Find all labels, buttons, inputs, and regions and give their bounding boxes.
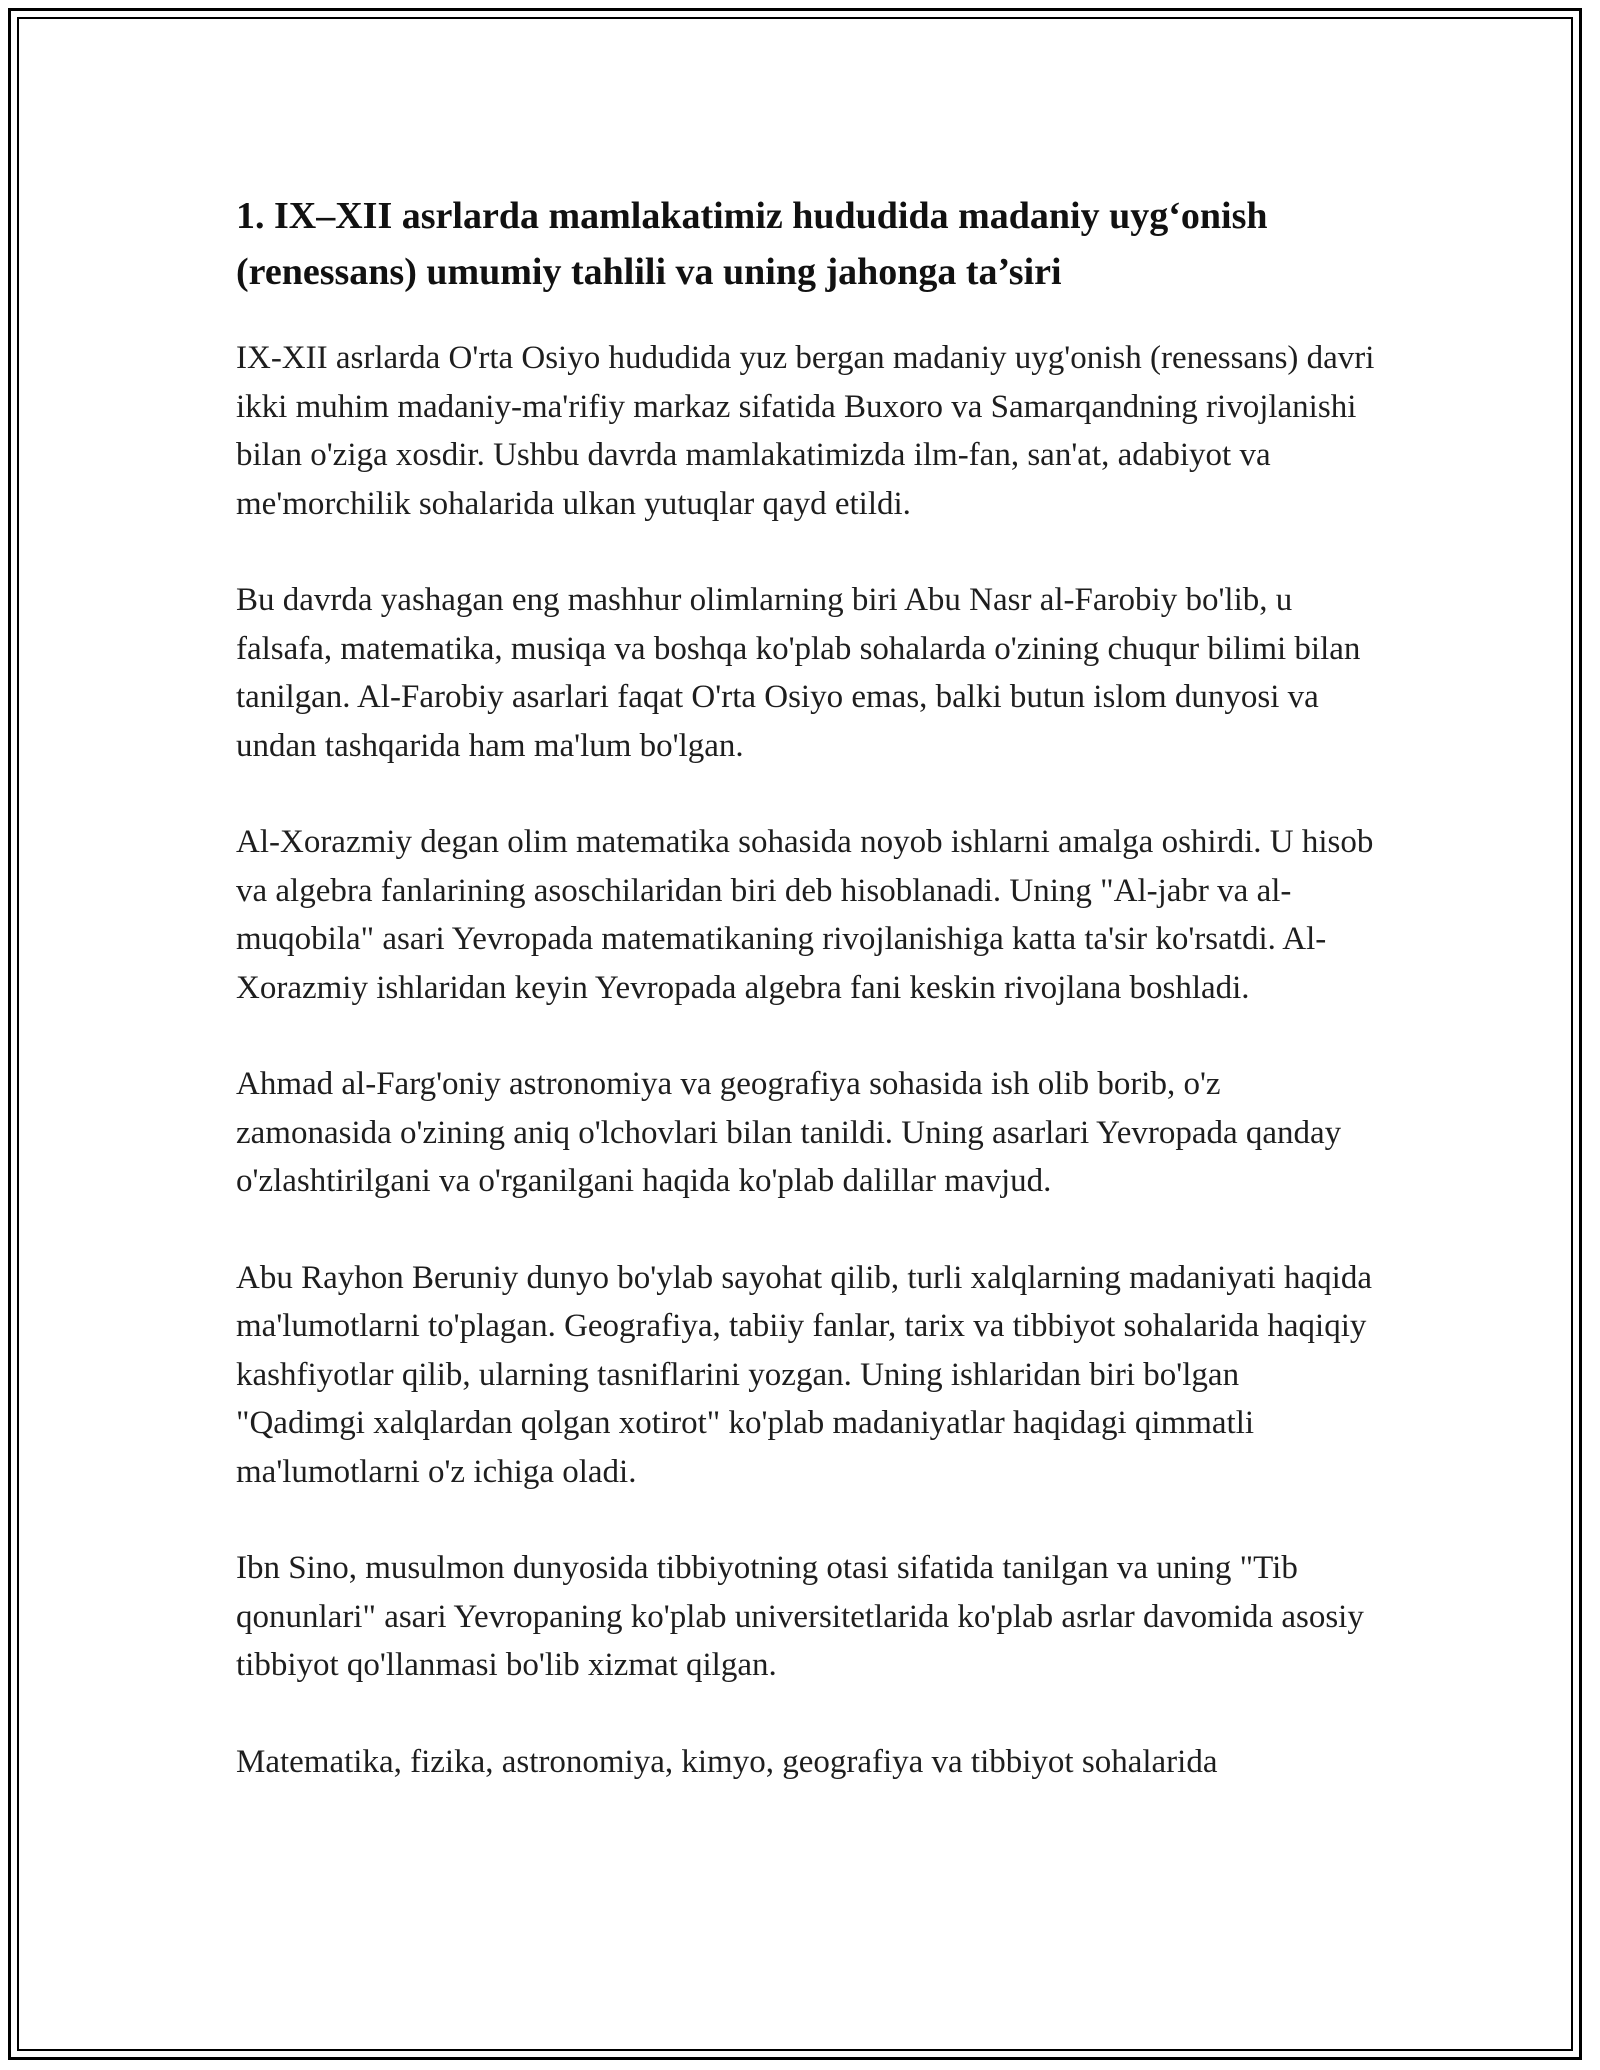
- paragraph-ibn-sino: Ibn Sino, musulmon dunyosida tibbiyotning otasi sifatida tanilgan va uning "Tib qonunlari" asari Yevropaning ko'plab universitetlarida ko'plab asrlar davomida asosiy tibbiyot qo'llanmasi bo'lib xizmat qilgan.: [236, 1550, 1364, 1683]
- section-heading: 1. IX–XII asrlarda mamlakatimiz hududida madaniy uyg‘onish (renessans) umumiy tahlili va uning jahonga ta’siri: [236, 195, 1268, 293]
- paragraph-al-fargoniy: Ahmad al-Farg'oniy astronomiya va geografiya sohasida ish olib borib, o'z zamonasida o'zining aniq o'lchovlari bilan tanildi. Uning asarlari Yevropada qanday o'zlashtirilgani va o'rganilgani haqida ko'plab dalillar mavjud.: [236, 1066, 1342, 1199]
- paragraph-beruniy: Abu Rayhon Beruniy dunyo bo'ylab sayohat qilib, turli xalqlarning madaniyati haqida ma'lumotlarni to'plagan. Geografiya, tabiiy fanlar, tarix va tibbiyot sohalarida haqiqiy kashfiyotlar qilib, ularning tasniflarini yozgan. Uning ishlaridan biri bo'lgan "Qadimgi xalqlardan qolgan xotirot" ko'plab madaniyatlar haqidagi qimmatli ma'lumotlarni o'z ichiga oladi.: [236, 1259, 1372, 1490]
- paragraph-renaissance-intro: IX-XII asrlarda O'rta Osiyo hududida yuz bergan madaniy uyg'onish (renessans) davri ikki muhim madaniy-ma'rifiy markaz sifatida Buxoro va Samarqandning rivojlanishi bilan o'ziga xosdir. Ushbu davrda mamlakatimizda ilm-fan, san'at, adabiyot va me'morchilik sohalarida ulkan yutuqlar qayd etildi.: [236, 340, 1375, 522]
- paragraph-sciences-continued: Matematika, fizika, astronomiya, kimyo, geografiya va tibbiyot sohalarida: [236, 1743, 1218, 1780]
- document-body: [236, 188, 1376, 1834]
- paragraph-al-xorazmiy: Al-Xorazmiy degan olim matematika sohasida noyob ishlarni amalga oshirdi. U hisob va algebra fanlarining asoschilaridan biri deb hisoblanadi. Uning "Al-jabr va al-muqobila" asari Yevropada matematikaning rivojlanishiga katta ta'sir ko'rsatdi. Al-Xorazmiy ishlaridan keyin Yevropada algebra fani keskin rivojlana boshladi.: [236, 824, 1374, 1006]
- paragraph-al-farobiy: Bu davrda yashagan eng mashhur olimlarning biri Abu Nasr al-Farobiy bo'lib, u falsafa, matematika, musiqa va boshqa ko'plab sohalarda o'zining chuqur bilimi bilan tanilgan. Al-Farobiy asarlari faqat O'rta Osiyo emas, balki butun islom dunyosi va undan tashqarida ham ma'lum bo'lgan.: [236, 582, 1361, 764]
